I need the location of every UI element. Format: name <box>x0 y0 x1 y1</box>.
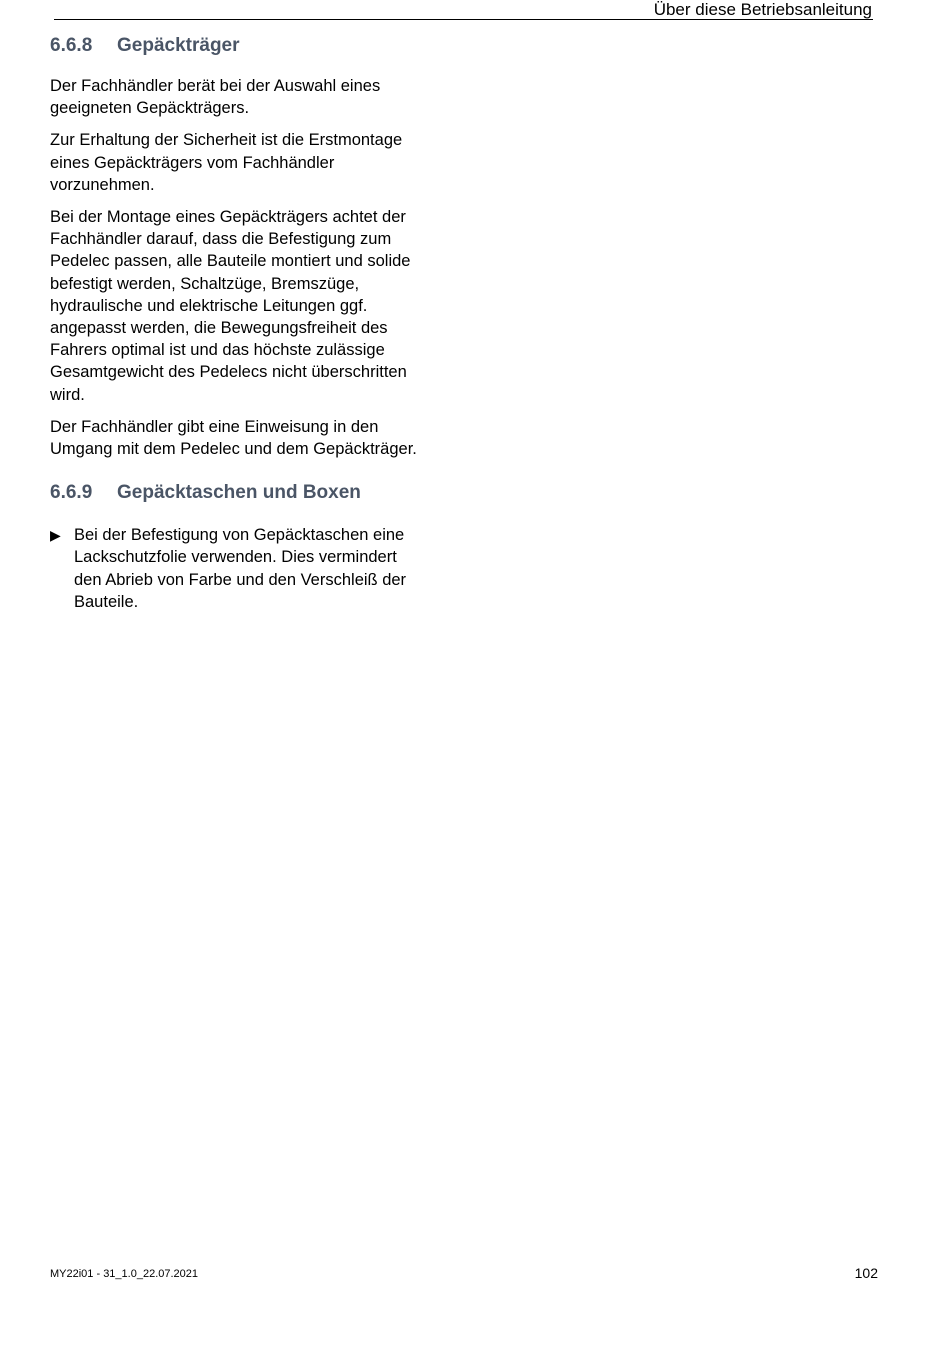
page-number: 102 <box>854 1265 878 1281</box>
paragraph: Der Fachhändler berät bei der Auswahl eines geeigneten Gepäckträgers. <box>50 77 381 118</box>
instruction-text: Bei der Befestigung von Gepäcktaschen eine Lackschutzfolie verwenden. Dies vermindert den Abrieb von Farbe und den Verschleiß der Bauteile. <box>74 526 407 611</box>
section-heading-gepaecktaschen <box>50 480 445 506</box>
header-rule <box>54 19 873 20</box>
page-content <box>50 33 445 613</box>
section-title: Gepäckträger <box>117 35 240 56</box>
instruction-item <box>50 524 445 613</box>
section-heading-gepaecktraeger <box>50 33 445 59</box>
section-number: 6.6.8 <box>50 35 93 56</box>
triangle-bullet-icon: ▶ <box>50 527 61 544</box>
paragraph: Bei der Montage eines Gepäckträgers achtet der Fachhändler darauf, dass die Befestigung zum Pedelec passen, alle Bauteile montiert und solide befestigt werden, Schaltzüge, Bremszüge, hydraulische und elektrische Leitungen ggf. angepasst werden, die Bewegungsfreiheit des Fahrers optimal ist und das höchste zulässige Gesamtgewicht des Pedelecs nicht überschritten wird. <box>50 208 411 404</box>
paragraph: Zur Erhaltung der Sicherheit ist die Erstmontage eines Gepäckträgers vom Fachhändler vorzunehmen. <box>50 131 403 194</box>
paragraph: Der Fachhändler gibt eine Einweisung in den Umgang mit dem Pedelec und dem Gepäckträger. <box>50 417 417 459</box>
section-title: Gepäcktaschen und Boxen <box>117 482 361 504</box>
running-header-title: Über diese Betriebsanleitung <box>653 0 872 19</box>
footer-document-id: MY22i01 - 31_1.0_22.07.2021 <box>50 1268 199 1280</box>
section-number: 6.6.9 <box>50 482 93 504</box>
